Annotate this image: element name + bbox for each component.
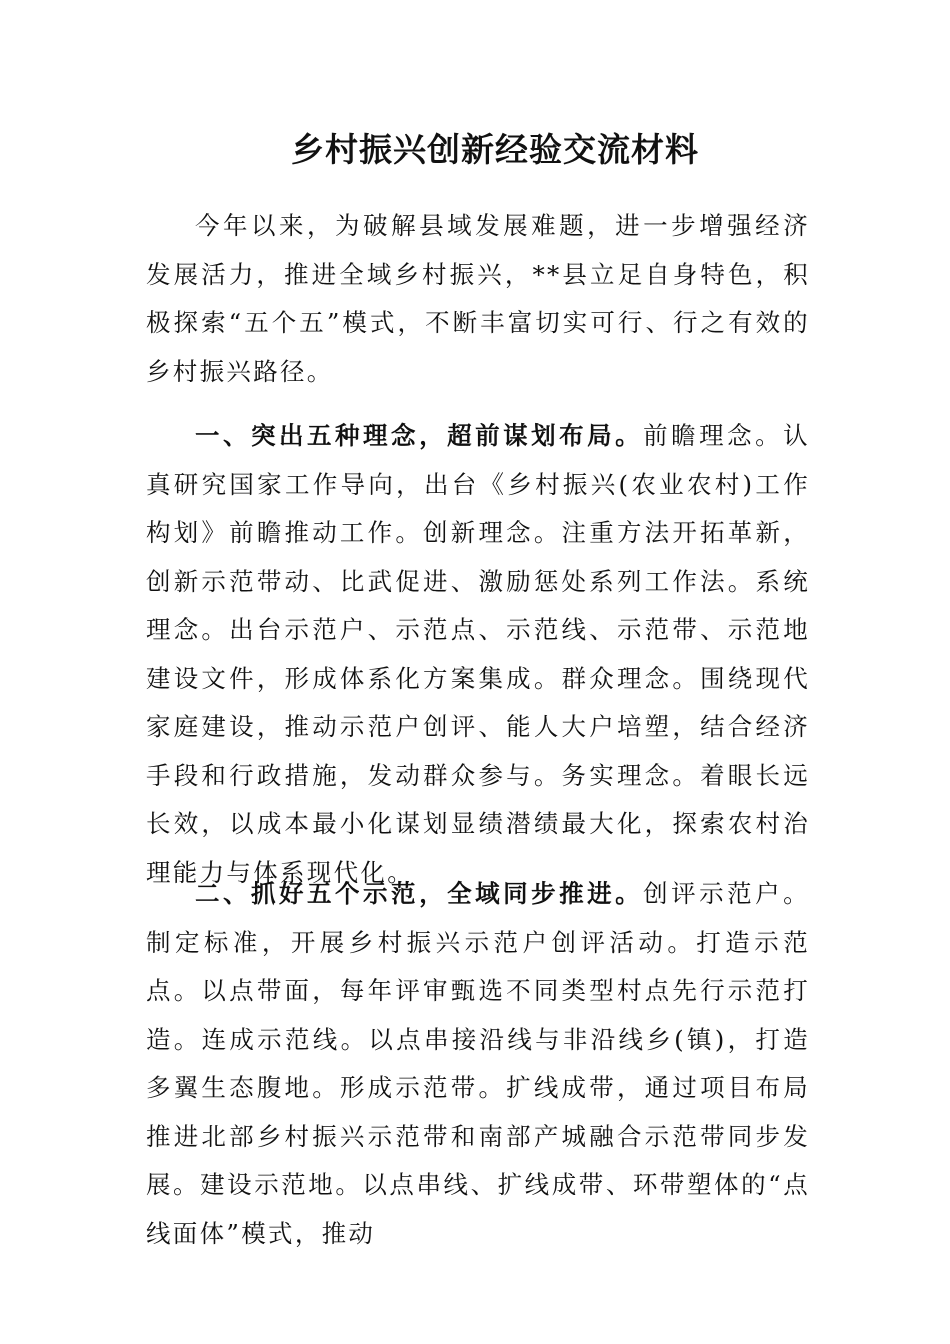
section-two-text: 创评示范户。制定标准，开展乡村振兴示范户创评活动。打造示范点。以点带面，每年评审甄选不同类型村点先行示范打造。连成示范线。以点串接沿线与非沿线乡(镇)，打造多翼生态腹地。形成示范带。扩线成带，通过项目布局推进北部乡村振兴示范带和南部产城融合示范带同步发展。建设示范地。以点串线、扩线成带、环带塑体的“点线面体”模式，推动 [146,879,810,1248]
section-one-heading: 一、突出五种理念，超前谋划布局。 [195,421,644,450]
document-title: 乡村振兴创新经验交流材料 [291,130,699,169]
section-two-paragraph [146,870,810,1258]
section-one-text: 前瞻理念。认真研究国家工作导向，出台《乡村振兴(农业农村)工作构划》前瞻推动工作。创新理念。注重方法开拓革新，创新示范带动、比武促进、激励惩处系列工作法。系统理念。出台示范户、示范点、示范线、示范带、示范地建设文件，形成体系化方案集成。群众理念。围绕现代家庭建设，推动示范户创评、能人大户培塑，结合经济手段和行政措施，发动群众参与。务实理念。着眼长远长效，以成本最小化谋划显绩潜绩最大化，探索农村治理能力与体系现代化。 [146,421,810,887]
section-one-paragraph [146,412,810,897]
paragraph-text: 今年以来，为破解县域发展难题，进一步增强经济发展活力，推进全域乡村振兴，**县立足自身特色，积极探索“五个五”模式，不断丰富切实可行、行之有效的乡村振兴路径。 [146,211,810,386]
intro-paragraph [146,202,810,396]
section-two-heading: 二、抓好五个示范，全域同步推进。 [195,879,644,908]
